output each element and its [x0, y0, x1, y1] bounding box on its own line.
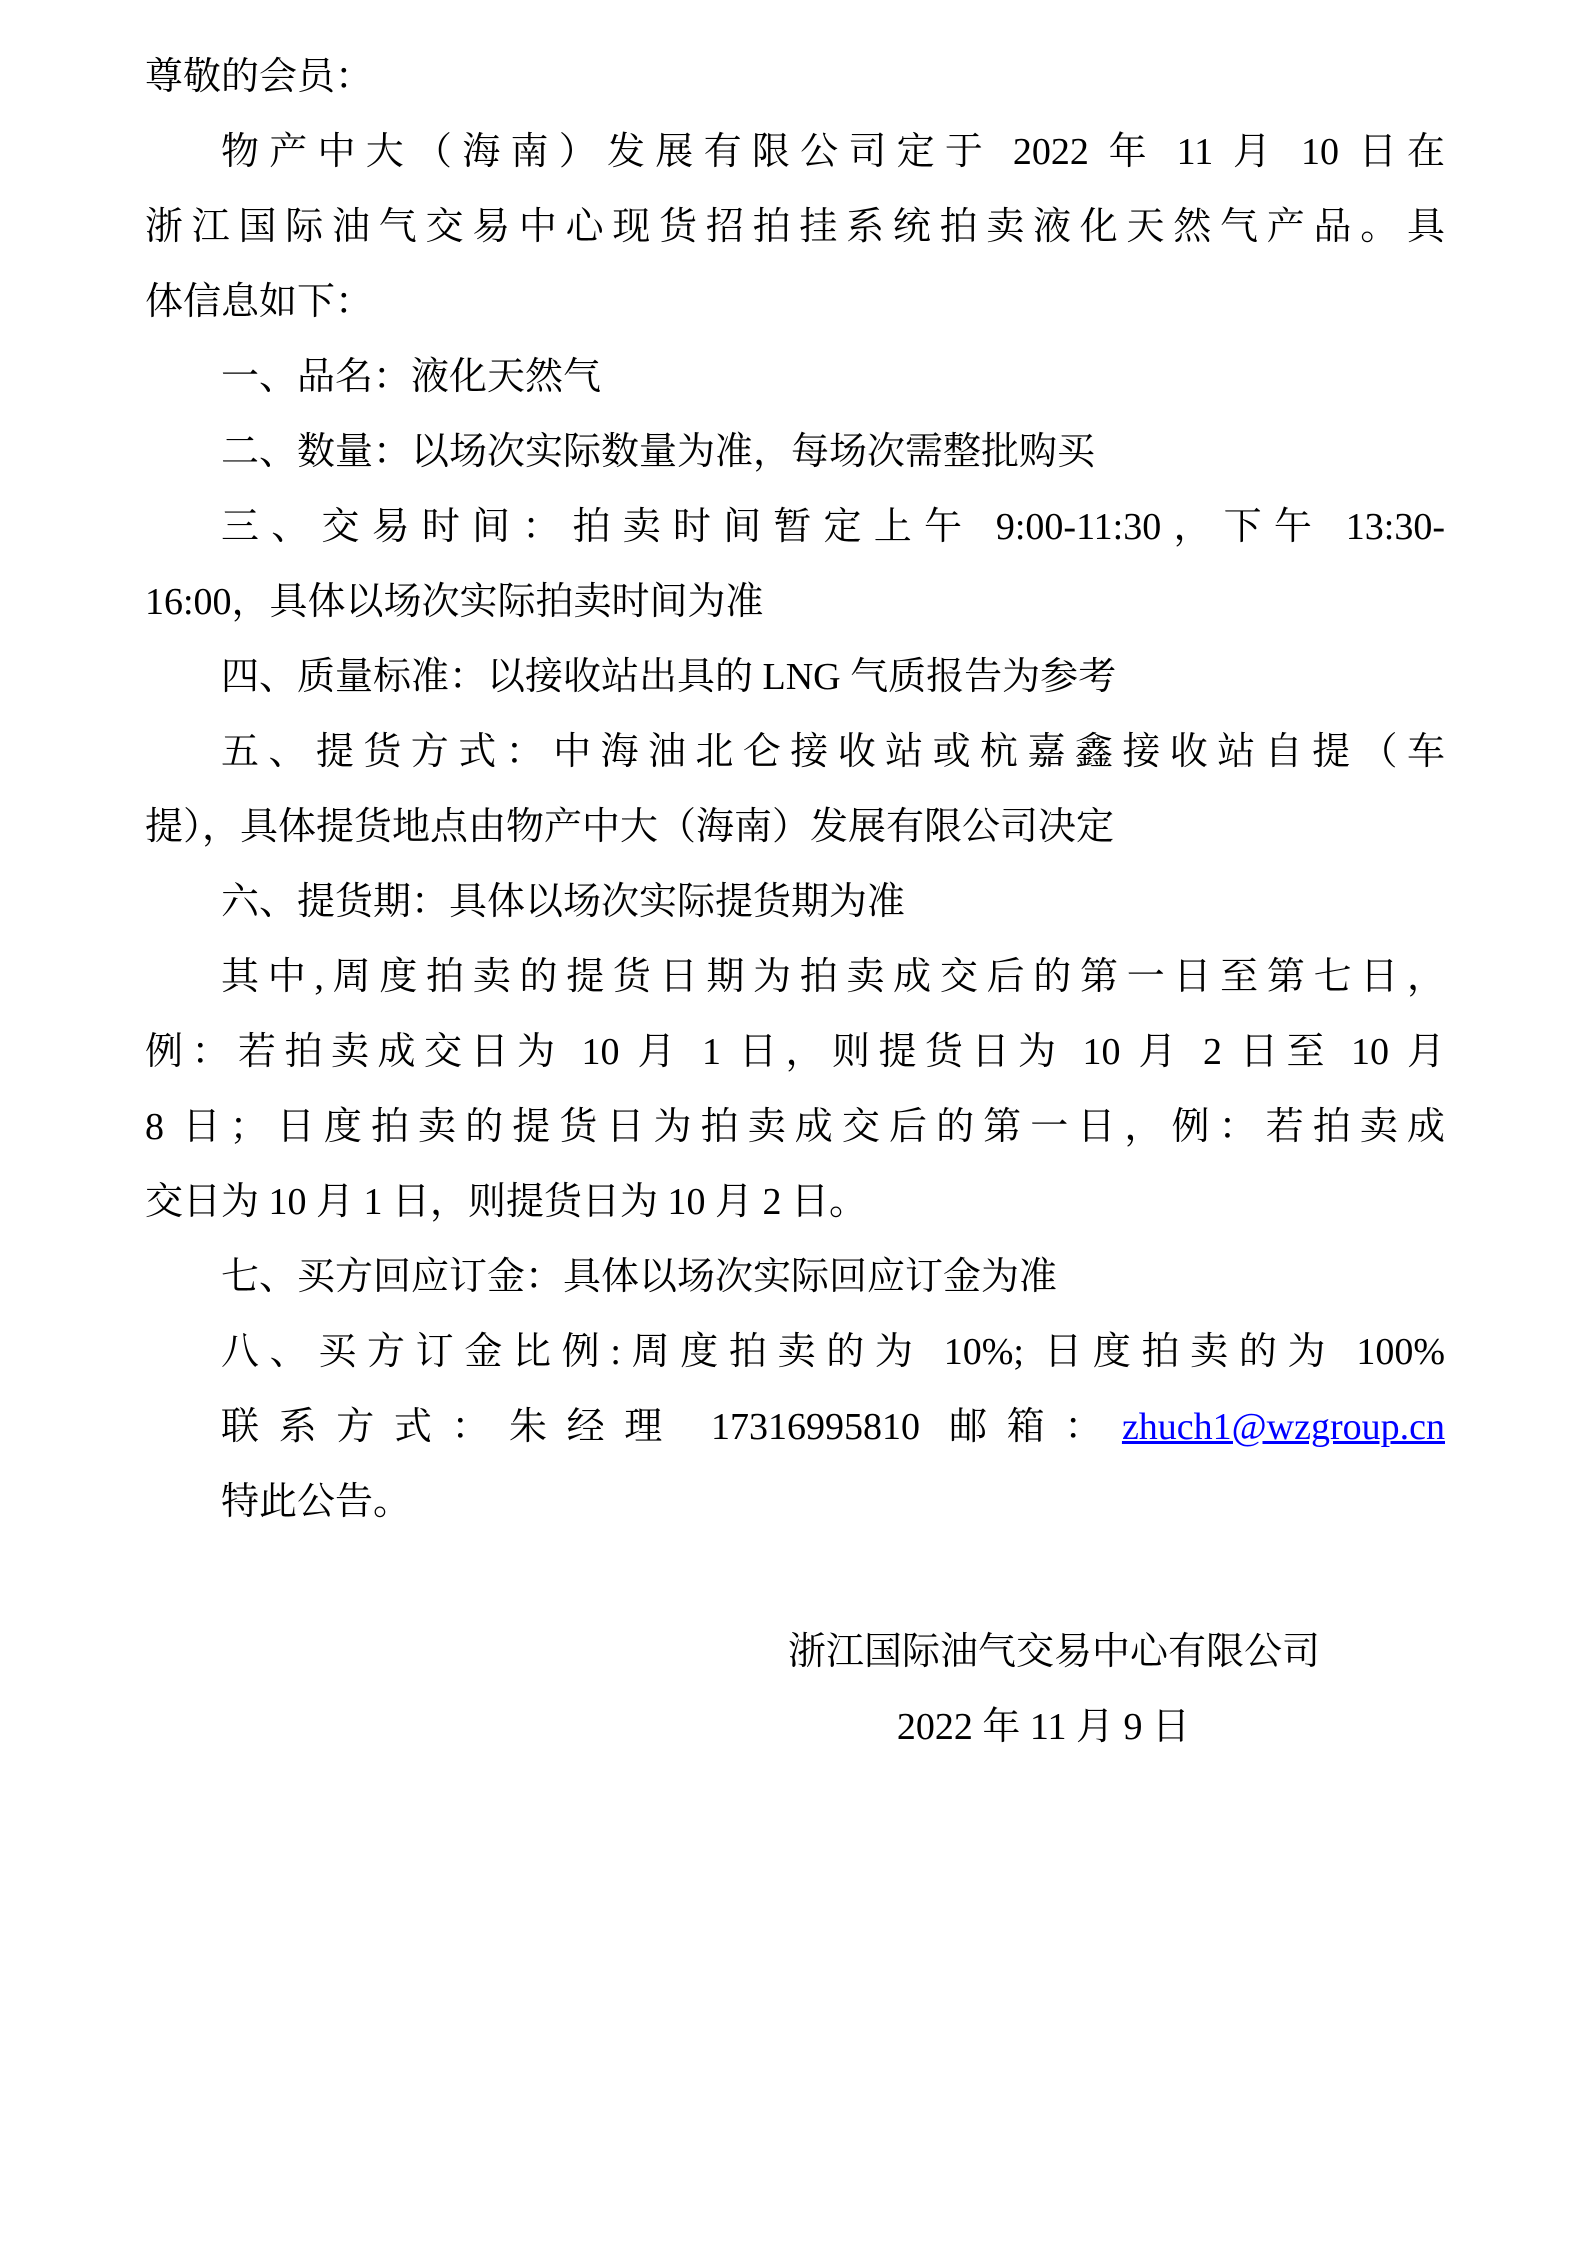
contact-text: 联系方式：朱经理 17316995810 邮箱：	[221, 1406, 1122, 1448]
item-7-response-deposit: 七、买方回应订金：具体以场次实际回应订金为准	[221, 1256, 1058, 1298]
salutation: 尊敬的会员：	[145, 56, 374, 98]
note-line-1: 其中,周度拍卖的提货日期为拍卖成交后的第一日至第七日，	[221, 956, 1445, 998]
intro-line-2: 浙江国际油气交易中心现货招拍挂系统拍卖液化天然气产品。具	[145, 206, 1445, 248]
note-line-3: 8 日；日度拍卖的提货日为拍卖成交后的第一日，例：若拍卖成	[145, 1106, 1445, 1148]
item-2-quantity: 二、数量：以场次实际数量为准，每场次需整批购买	[221, 431, 1096, 473]
contact-line	[145, 1390, 1445, 1465]
item-3-trading-time-cont: 16:00，具体以场次实际拍卖时间为准	[145, 581, 764, 623]
item-6-pickup-period: 六、提货期：具体以场次实际提货期为准	[221, 881, 906, 923]
item-5-pickup-method-cont: 提），具体提货地点由物产中大（海南）发展有限公司决定	[145, 806, 1115, 848]
signature-date: 2022 年 11 月 9 日	[896, 1706, 1190, 1748]
note-line-2: 例：若拍卖成交日为 10 月 1 日，则提货日为 10 月 2 日至 10 月	[145, 1031, 1445, 1073]
item-1-product-name: 一、品名：液化天然气	[221, 356, 602, 398]
item-5-pickup-method: 五、提货方式：中海油北仑接收站或杭嘉鑫接收站自提（车	[221, 731, 1445, 773]
closing-line: 特此公告。	[221, 1481, 412, 1523]
item-8-deposit-ratio: 八、买方订金比例:周度拍卖的为 10%; 日度拍卖的为 100%	[221, 1331, 1445, 1373]
note-line-4: 交日为 10 月 1 日，则提货日为 10 月 2 日。	[145, 1181, 868, 1223]
item-4-quality-standard: 四、质量标准：以接收站出具的 LNG 气质报告为参考	[221, 656, 1117, 698]
item-3-trading-time: 三、交易时间：拍卖时间暂定上午 9:00-11:30，下午 13:30-	[221, 506, 1445, 548]
intro-line-3: 体信息如下：	[145, 281, 374, 323]
signature-company: 浙江国际油气交易中心有限公司	[787, 1631, 1320, 1673]
contact-email-link[interactable]: zhuch1@wzgroup.cn	[1121, 1406, 1445, 1448]
blank-line	[145, 1540, 1445, 1615]
intro-line-1: 物产中大（海南）发展有限公司定于 2022 年 11 月 10 日在	[221, 131, 1445, 173]
